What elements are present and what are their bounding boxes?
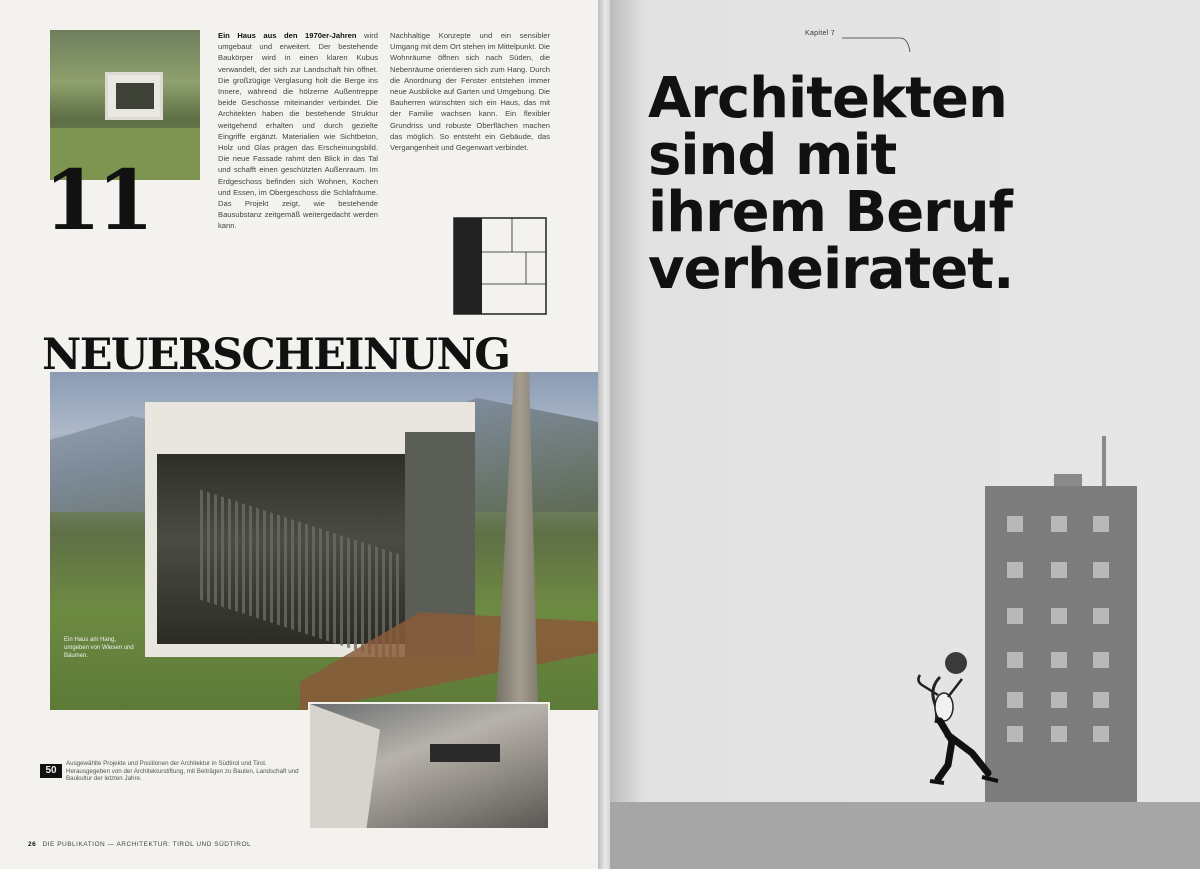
page-gutter: [598, 0, 610, 869]
left-page: [0, 0, 598, 869]
headline: [648, 66, 1014, 302]
ground-band: [610, 802, 1200, 869]
page-footer: [28, 841, 251, 848]
kicker-line-decoration: [842, 34, 912, 54]
chapter-kicker: Kapitel 7: [805, 30, 835, 37]
headline-line-3: ihrem Beruf: [648, 180, 1013, 245]
footer-text: DIE PUBLIKATION — ARCHITEKTUR: TIROL UND SÜDTIROL: [42, 841, 252, 848]
headline-line-1: Architekten: [648, 66, 1007, 131]
article-column-2: [390, 30, 550, 153]
publication-info-text: Ausgewählte Projekte und Positionen der Architektur in Südtirol und Tirol. Herausgegeben von der Architekturstiftung, mit Beiträgen zu Bauten, Landschaft und Baukultur der letzten Jahre.: [66, 760, 299, 783]
right-page: [610, 0, 1200, 869]
antenna-illustration: [1102, 436, 1106, 486]
headline-line-2: sind mit: [648, 123, 897, 188]
photo-caption: Ein Haus am Hang, umgeben von Wiesen und Bäumen.: [64, 637, 134, 659]
rooftop-structure-illustration: [1054, 474, 1082, 486]
article-body-1: wird umgebaut und erweitert. Der bestehende Baukörper wird in einen klaren Kubus verwandelt, der sich zur Landschaft hin öffnet. Die großzügige Verglasung holt die Berge ins Innere, während die hölzerne Außentreppe beide Geschosse miteinander verbindet. Die Architekten haben die bestehende Struktur weitgehend erhalten und durch gezielte Eingriffe ergänzt. Materialien wie Sichtbeton, Holz und Glas prägen das Erscheinungsbild. Die neue Fassade rahmt den Blick in das Tal und schafft einen geschützten Außenraum. Im Erdgeschoss befinden sich Wohnen, Kochen und Essen, im Obergeschoss die Schlafräume. Das Projekt zeigt, wie bestehende Bausubstanz zeitgemäß weitergedacht werden kann.: [218, 31, 378, 231]
publication-badge-icon: 50: [40, 764, 62, 778]
page-number: 26: [28, 841, 37, 848]
section-heading: NEUERSCHEINUNG: [42, 330, 510, 380]
floorplan-drawing: [452, 212, 548, 316]
architect-figure-illustration: [900, 645, 1010, 805]
interior-photo: [308, 702, 550, 830]
section-number: 11: [44, 153, 151, 249]
article-column-1: [218, 30, 378, 232]
article-body-2: Nachhaltige Konzepte und ein sensibler Umgang mit dem Ort stehen im Mittelpunkt. Die Wohnräume öffnen sich nach Süden, die Nebenräume orientieren sich zum Hang. Durch die Anordnung der Fenster entstehen immer neue Ausblicke auf Garten und Umgebung. Die Bauherren wünschten sich ein Haus, das mit der Familie wachsen kann. Ein flexibler Grundriss und robuste Oberflächen machen das möglich. So entsteht ein Gebäude, das Vergangenheit und Gegenwart verbindet.: [390, 31, 550, 153]
headline-line-4: verheiratet.: [648, 237, 1014, 302]
article-lead: Ein Haus aus den 1970er-Jahren: [218, 31, 357, 40]
